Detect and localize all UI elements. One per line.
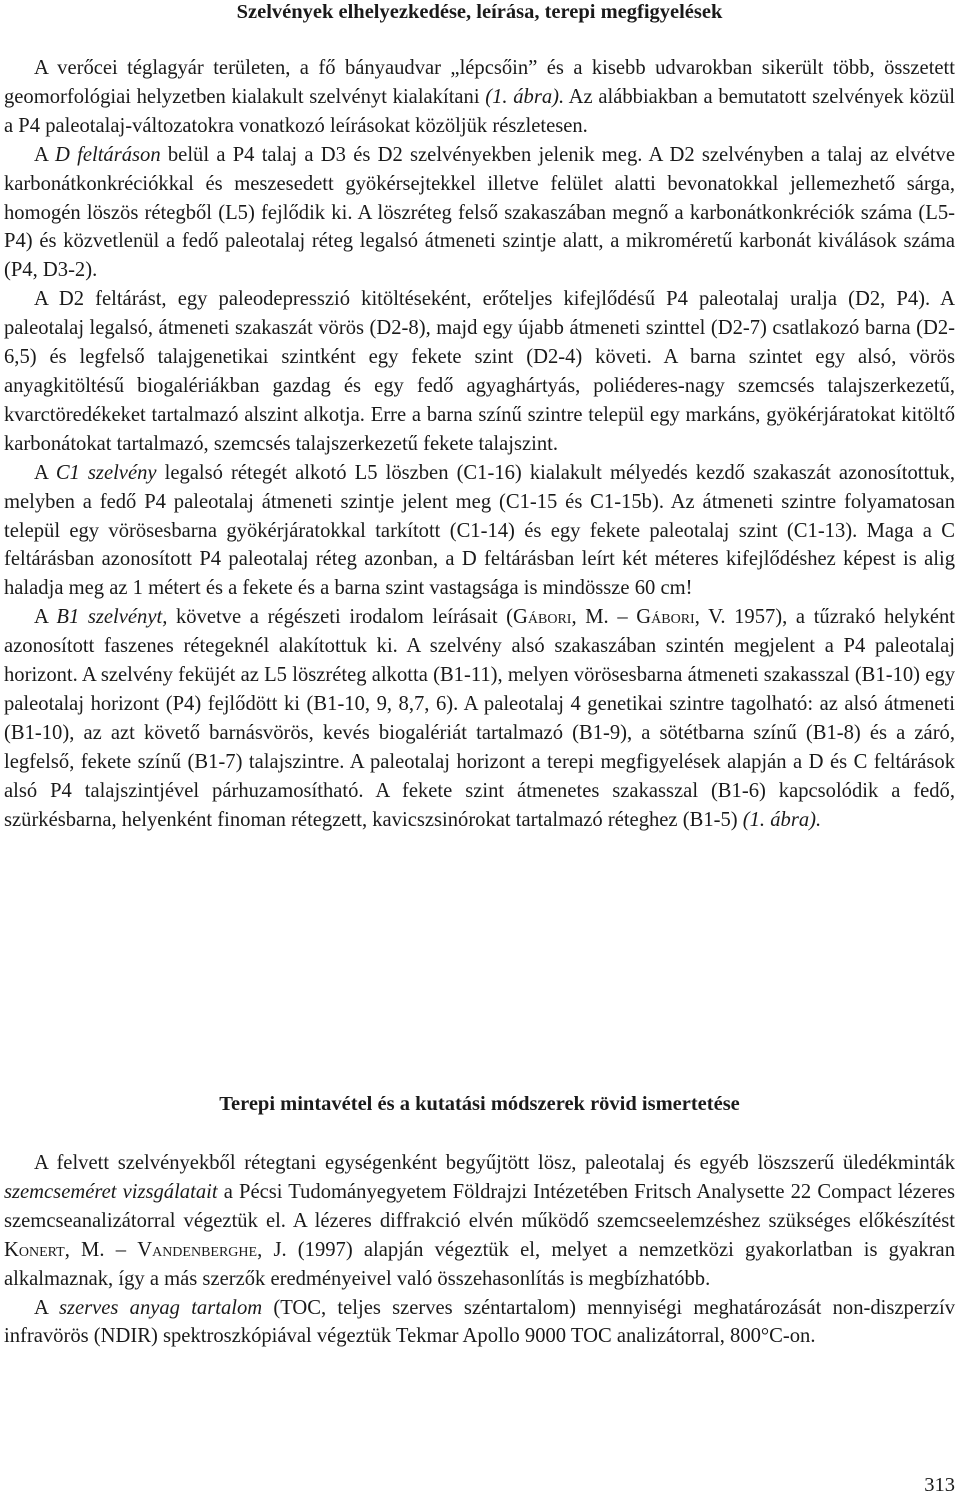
text-run: belül a P4 talaj a D3 és D2 szelvényekben jelenik meg. A D2 szelvényben a talaj az elvétve karbonátkonkréciókkal és meszesedett gyökérsejtekkel illetve felület alatti bevonatokkal jellemezhető sárga, homogén löszös rétegből (L5) fejlődik ki. A löszréteg felső szakaszában megnő a karbonátkonkréciók száma (L5-P4) és közvetlenül a fedő paleotalaj réteg legalsó átmeneti szintje alatt, a mikroméretű karbonát kiválások száma (P4, D3-2). xyxy=(4,143,955,282)
text-run: A xyxy=(34,606,57,629)
section-heading-methods: Terepi mintavétel és a kutatási módszerek rövid ismertetése xyxy=(219,1093,740,1115)
page-number: 313 xyxy=(924,1474,955,1496)
paragraph xyxy=(4,1149,955,1294)
text-run: , V. 1957), a tűzrakó helyként azonosított faszenes rétegeknél alakítottuk ki. A szelvény alsó szakaszában szintén megjelent a P4 paleotalaj horizont. A szelvény feküjét az L5 löszréteg alkotta (B1-11), melyen vörösesbarna átmeneti szakasszal (B1-10) egy paleotalaj horizont (P4) fejlődött ki (B1-10, 9, 8,7, 6). A paleotalaj 4 genetikai szintre tagolható: az alsó átmeneti (B1-10), az azt követő barnásvörös, kevés biogalériát tartalmazó (B1-9), a sötétbarna színű (B1-8) és a záró, legfelső, fekete színű (B1-7) talajszintre. A paleotalaj horizont a terepi megfigyelések alapján a D és C feltárások alsó P4 talajszintjével párhuzamosítható. A fekete szint átmenetes szakasszal (B1-6) kapcsolódik a fedő, szürkésbarna, helyenként finoman rétegzett, kavicszsinórokat tartalmazó réteghez (B1-5) xyxy=(4,606,955,831)
text-run: A xyxy=(34,1296,59,1319)
text-run: , J. (1997) alapján végeztük el, melyet a nemzetközi gyakorlatban is gyakran alkalmaznak, így a más szerzők eredményeivel való összehasonlítás is megbízhatóbb. xyxy=(4,1238,955,1290)
paragraph xyxy=(4,1294,955,1352)
text-run: A xyxy=(34,461,56,484)
italic-run: C1 szelvény xyxy=(55,461,157,484)
text-run: A xyxy=(34,143,55,166)
text-run: , M. – xyxy=(64,1238,138,1261)
paragraph xyxy=(4,603,955,834)
author-name: Konert xyxy=(4,1238,65,1261)
italic-run: D feltáráson xyxy=(54,143,161,166)
section-body-sites xyxy=(4,54,955,834)
section-heading-sites: Szelvények elhelyezkedése, leírása, terepi megfigyelések xyxy=(236,1,723,23)
text-run: Az alábbiakban a bemutatott szelvények közül a P4 paleotalaj-változatokra vonatkozó leírásokat közöljük részletesen. xyxy=(4,85,955,137)
text-run: legalsó rétegét alkotó L5 löszben (C1-16) kialakult mélyedés kezdő szakaszát azonosítottuk, melyben a fedő P4 paleotalaj átmeneti szintje jelent meg (C1-15 és C1-15b). Az átmeneti szintre folyamatosan települ egy vörösesbarna gyökérjáratokkal tarkított (C1-14) és egy fekete paleotalaj szint (C1-13). Maga a C feltárásban azonosított P4 paleotalaj réteg azonban, a D feltárásban leírt két méteres kifejlődéshez képest is alig haladja meg az 1 métert és a fekete és a barna szint vastagsága is mindössze 60 cm! xyxy=(4,461,955,600)
text-run: A felvett szelvényekből rétegtani egységenként begyűjtött lösz, paleotalaj és egyéb löszszerű üledékminták xyxy=(34,1152,955,1174)
author-name: Vandenberghe xyxy=(137,1238,258,1261)
italic-run: B1 szelvényt, xyxy=(56,606,168,629)
author-name: Gábori xyxy=(513,606,572,629)
text-run: A D2 feltárást, egy paleodepresszió kitöltéseként, erőteljes kifejlődésű P4 paleotalaj uralja (D2, P4). A paleotalaj legalsó, átmeneti szakaszát vörös (D2-8), majd egy újabb átmeneti szinttel (D2-7) csatlakozó barna (D2-6,5) és legfelső talajgenetikai szintként egy fekete szint (D2-4) követi. A barna szintet egy alsó, vörös anyagkitöltésű biogalériákban gazdag és egy fedő agyaghártyás, poliéderes-nagy szemcsés talajszerkezetű, kvarctöredékeket tartalmazó alszint alkotja. Erre a barna színű szintre települ egy markáns, gyökérjáratokat kitöltő karbonátokat tartalmazó, szemcsés talajszerkezetű fekete talajszint. xyxy=(4,288,955,455)
text-run: , M. – xyxy=(571,606,637,629)
italic-run: (1. ábra). xyxy=(742,808,822,831)
text-run: a Pécsi Tudományegyetem Földrajzi Intézetében Fritsch Analysette 22 Compact lézeres szemcseanalizátorral végeztük el. A lézeres diffrakció elvén működő szemcseelemzéshez szükséges előkészítést xyxy=(4,1180,955,1232)
text-run: követve a régészeti irodalom leírásait ( xyxy=(167,606,514,629)
italic-run: (1. ábra). xyxy=(485,85,565,108)
section-body-methods xyxy=(4,1149,955,1351)
text-run: (TOC, teljes szerves széntartalom) mennyiségi meghatározását non-diszperzív infravörös (NDIR) spektroszkópiával végeztük Tekmar Apollo 9000 TOC analizátorral, 800°C-on. xyxy=(4,1296,955,1348)
italic-run: szerves anyag tartalom xyxy=(58,1296,263,1319)
italic-run: szemcseméret vizsgálatait xyxy=(4,1180,218,1203)
paragraph xyxy=(4,285,955,458)
paragraph xyxy=(4,54,955,141)
author-name: Gábori xyxy=(636,606,695,629)
text-run: A verőcei téglagyár területen, a fő bányaudvar „lépcsőin” és a kisebb udvarokban sikerült több, összetett geomorfológiai helyzetben kialakult szelvényt kialakítani xyxy=(4,57,955,108)
paragraph xyxy=(4,459,955,604)
paragraph xyxy=(4,141,955,286)
